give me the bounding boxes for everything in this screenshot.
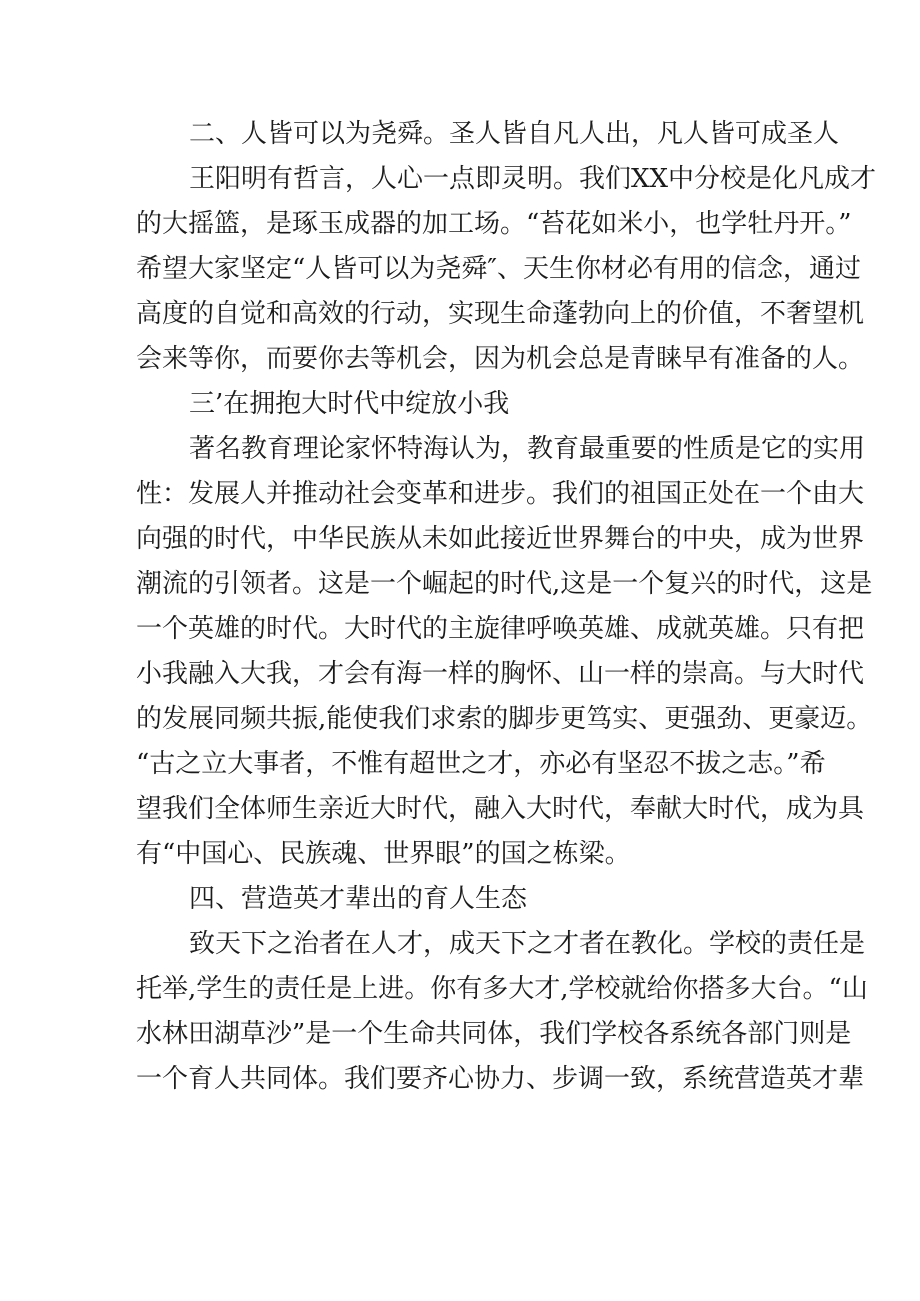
paragraph-line: 水林田湖草沙”是一个生命共同体，我们学校各系统各部门则是 (136, 1019, 852, 1049)
paragraph-line: 小我融入大我，才会有海一样的胸怀、山一样的崇高。与大时代 (136, 659, 865, 689)
paragraph-line: 王阳明有哲言，人心一点即灵明。我们XX中分校是化凡成才 (189, 164, 877, 194)
paragraph-line: 著名教育理论家怀特海认为，教育最重要的性质是它的实用 (189, 434, 866, 464)
paragraph-line: 会来等你，而要你去等机会，因为机会总是青睐早有准备的人。 (136, 344, 865, 374)
paragraph-line: 一个育人共同体。我们要齐心协力、步调一致，系统营造英才辈 (136, 1064, 865, 1094)
paragraph-line: 向强的时代，中华民族从未如此接近世界舞台的中央，成为世界 (136, 524, 865, 554)
section-heading-2: 二、人皆可以为尧舜。圣人皆自凡人出，凡人皆可成圣人 (189, 119, 840, 149)
paragraph-line: 希望大家坚定“人皆可以为尧舜″、天生你材必有用的信念，通过 (136, 254, 862, 284)
paragraph-line: 有“中国心、民族魂、世界眼”的国之栋梁。 (136, 839, 631, 869)
section-heading-4: 四、营造英才辈出的育人生态 (189, 884, 528, 914)
paragraph-line: 潮流的引领者。这是一个崛起的时代,这是一个复兴的时代，这是 (136, 569, 873, 599)
paragraph-line: 致天下之治者在人才，成天下之才者在教化。学校的责任是 (189, 929, 866, 959)
paragraph-line: 性：发展人并推动社会变革和进步。我们的祖国正处在一个由大 (136, 479, 865, 509)
paragraph-line: 托举,学生的责任是上进。你有多大才,学校就给你搭多大台。“山 (136, 974, 868, 1004)
paragraph-line: 望我们全体师生亲近大时代，融入大时代，奉献大时代，成为具 (136, 794, 865, 824)
section-heading-3: 三’在拥抱大时代中绽放小我 (189, 389, 510, 419)
paragraph-line: “古之立大事者，不惟有超世之才，亦必有坚忍不拔之志。”希 (136, 749, 826, 779)
document-body (136, 112, 877, 1102)
paragraph-line: 一个英雄的时代。大时代的主旋律呼唤英雄、成就英雄。只有把 (136, 614, 865, 644)
paragraph-line: 的发展同频共振,能使我们求索的脚步更笃实、更强劲、更豪迈。 (136, 704, 873, 734)
paragraph-line: 的大摇篮，是琢玉成器的加工场。“苔花如米小，也学牡丹开。” (136, 209, 852, 239)
paragraph-line: 高度的自觉和高效的行动，实现生命蓬勃向上的价值，不奢望机 (136, 299, 865, 329)
